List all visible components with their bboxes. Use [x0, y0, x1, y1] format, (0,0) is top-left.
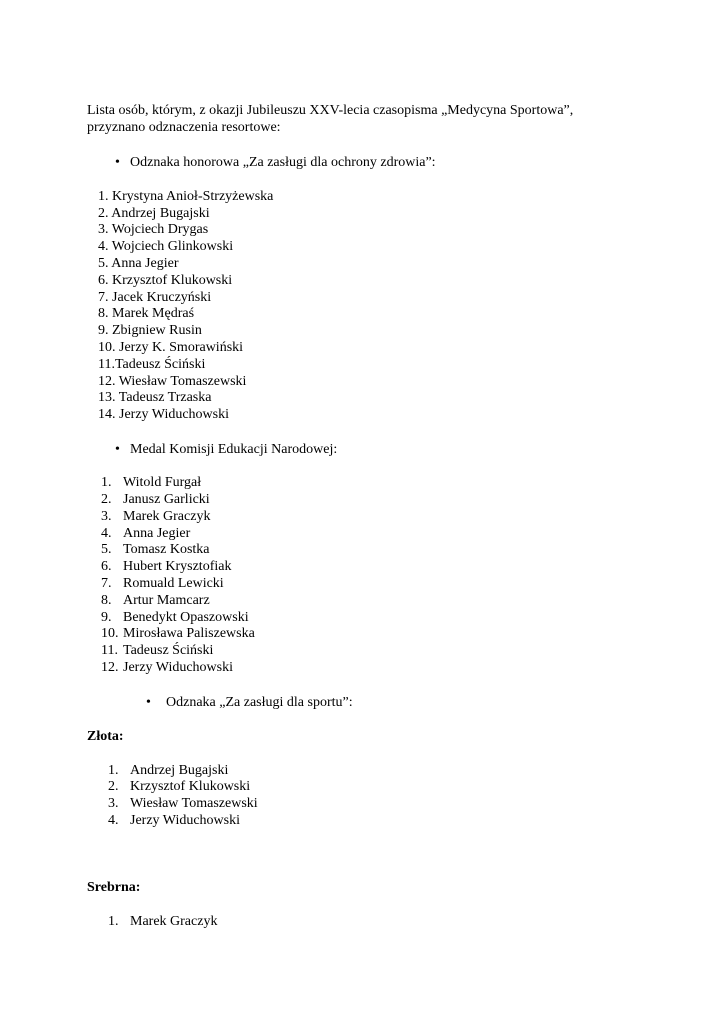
list-item: Jerzy Widuchowski: [130, 813, 240, 828]
list-item-number: 8.: [101, 593, 112, 608]
list-item-number: 1.: [108, 763, 119, 778]
section3-heading: Odznaka „Za zasługi dla sportu”:: [166, 695, 353, 710]
list-item-number: 5.: [101, 542, 112, 557]
list-item-number: 10.: [101, 626, 119, 641]
list-item: Krzysztof Klukowski: [130, 779, 251, 794]
list-item: Tadeusz Ściński: [123, 643, 214, 658]
list-item-number: 4.: [108, 813, 119, 828]
silver-label: Srebrna:: [87, 880, 141, 895]
list-item: Tomasz Kostka: [123, 542, 210, 557]
list-item: Benedykt Opaszowski: [123, 610, 249, 625]
intro-line-1: Lista osób, którym, z okazji Jubileuszu XXV-lecia czasopisma „Medycyna Sportowa”,: [87, 103, 574, 118]
list-item-number: 12.: [101, 660, 119, 675]
list-item: Mirosława Paliszewska: [123, 626, 255, 641]
list-item: 4. Wojciech Glinkowski: [98, 239, 234, 254]
list-item: 11.Tadeusz Ściński: [98, 357, 206, 372]
list-item: Wiesław Tomaszewski: [130, 796, 258, 811]
list-item: 8. Marek Mędraś: [98, 306, 195, 321]
bullet-icon: •: [115, 155, 120, 170]
list-item-number: 6.: [101, 559, 112, 574]
list-item: 10. Jerzy K. Smorawiński: [98, 340, 244, 355]
gold-label: Złota:: [87, 729, 124, 744]
list-item: Marek Graczyk: [130, 914, 218, 929]
list-item-number: 2.: [108, 779, 119, 794]
list-item-number: 3.: [101, 509, 112, 524]
list-item: Witold Furgał: [123, 475, 202, 490]
list-item: 1. Krystyna Anioł-Strzyżewska: [98, 189, 274, 204]
list-item: 12. Wiesław Tomaszewski: [98, 374, 247, 389]
list-item-number: 9.: [101, 610, 112, 625]
list-item: Janusz Garlicki: [123, 492, 210, 507]
list-item: Marek Graczyk: [123, 509, 211, 524]
list-item-number: 1.: [108, 914, 119, 929]
list-item: Hubert Krysztofiak: [123, 559, 232, 574]
section1-heading: Odznaka honorowa „Za zasługi dla ochrony zdrowia”:: [130, 155, 436, 170]
intro-line-2: przyznano odznaczenia resortowe:: [87, 120, 281, 135]
list-item: 14. Jerzy Widuchowski: [98, 407, 229, 422]
list-item-number: 11.: [101, 643, 118, 658]
list-item: 13. Tadeusz Trzaska: [98, 390, 212, 405]
list-item: Jerzy Widuchowski: [123, 660, 233, 675]
list-item-number: 2.: [101, 492, 112, 507]
list-item: 6. Krzysztof Klukowski: [98, 273, 233, 288]
list-item-number: 4.: [101, 526, 112, 541]
list-item: 2. Andrzej Bugajski: [98, 206, 210, 221]
bullet-icon: •: [115, 442, 120, 457]
list-item: 9. Zbigniew Rusin: [98, 323, 202, 338]
list-item-number: 3.: [108, 796, 119, 811]
list-item: Andrzej Bugajski: [130, 763, 229, 778]
list-item: 5. Anna Jegier: [98, 256, 179, 271]
list-item-number: 1.: [101, 475, 112, 490]
list-item: Anna Jegier: [123, 526, 191, 541]
bullet-icon: •: [146, 695, 151, 710]
list-item: Romuald Lewicki: [123, 576, 224, 591]
list-item: 3. Wojciech Drygas: [98, 222, 209, 237]
list-item-number: 7.: [101, 576, 112, 591]
list-item: 7. Jacek Kruczyński: [98, 290, 212, 305]
list-item: Artur Mamcarz: [123, 593, 210, 608]
section2-heading: Medal Komisji Edukacji Narodowej:: [130, 442, 338, 457]
